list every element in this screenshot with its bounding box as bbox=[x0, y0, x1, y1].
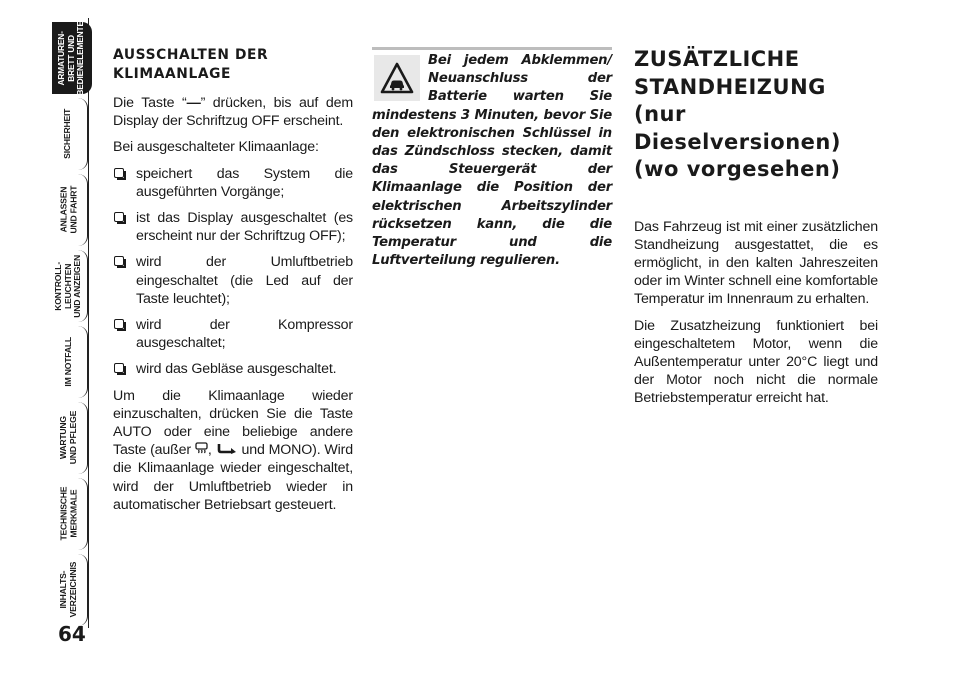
section-heading-standheizung bbox=[634, 46, 878, 184]
rear-defrost-icon bbox=[195, 441, 208, 459]
text-run: , bbox=[207, 442, 216, 459]
list-item-text: ist das Display ausgeschaltet (es erscheint nur der Schriftzug OFF); bbox=[136, 210, 353, 245]
text-run: Die Taste “ bbox=[113, 95, 187, 111]
tab-label: INHALTS- VERZEICHNIS bbox=[57, 562, 78, 618]
paragraph-reactivate bbox=[113, 387, 353, 514]
list-item-text: wird das Gebläse ausgeschaltet. bbox=[136, 361, 337, 378]
column-standheizung bbox=[634, 46, 878, 416]
tab-anlassen[interactable] bbox=[50, 174, 88, 246]
tab-technische-merkmale[interactable] bbox=[50, 478, 88, 550]
heading-line: (wo vorgesehen) bbox=[634, 157, 841, 181]
tab-label: IM NOTFALL bbox=[62, 337, 73, 387]
paragraph-off-key bbox=[113, 94, 353, 130]
paragraph-standheizung-function: Die Zusatzheizung funktioniert bei eingeschaltetem Motor, wenn die Außentemperatur unter 20°C liegt und der Motor noch nicht die normale Betriebstemperatur erreicht hat. bbox=[634, 317, 878, 407]
paragraph-standheizung-intro: Das Fahrzeug ist mit einer zusätzlichen Standheizung ausgestattet, die es ermöglicht, in den kalten Jahreszeiten oder im Winter schnell eine komfortable Temperatur im Innenraum zu erhalten. bbox=[634, 218, 878, 308]
list-item bbox=[113, 360, 353, 378]
tab-armaturenbrett[interactable] bbox=[52, 22, 92, 94]
chapter-sidebar bbox=[0, 0, 100, 692]
off-key-symbol: — bbox=[186, 95, 201, 111]
tab-label: KONTROLL- LEUCHTEN UND ANZEIGEN bbox=[53, 254, 83, 318]
tab-inhaltsverzeichnis[interactable] bbox=[50, 554, 88, 626]
paragraph-intro: Bei ausgeschalteter Klimaanlage: bbox=[113, 139, 319, 156]
checkbox-bullet-icon bbox=[114, 168, 124, 178]
tab-label: SICHERHEIT bbox=[62, 108, 73, 160]
checkbox-bullet-icon bbox=[114, 319, 124, 329]
recirculation-icon bbox=[216, 441, 238, 459]
list-item-text: wird der Kompressor ausgeschaltet; bbox=[136, 317, 353, 352]
sidebar-rule bbox=[88, 18, 89, 628]
checkbox-bullet-icon bbox=[114, 256, 124, 266]
text-run: Um die Klimaanlage wieder einzuschalten, drücken Sie die Taste AUTO oder eine beliebige andere Taste (außer bbox=[113, 387, 353, 459]
tab-label: WARTUNG UND PFLEGE bbox=[57, 411, 78, 465]
list-item bbox=[113, 253, 353, 308]
column-ausschalten bbox=[113, 46, 353, 522]
tab-label: ANLASSEN UND FAHRT bbox=[57, 186, 78, 234]
tab-label: TECHNISCHE MERKMALE bbox=[57, 487, 78, 541]
tab-kontrollleuchten[interactable] bbox=[50, 250, 88, 322]
warning-icon-spacer bbox=[372, 52, 428, 104]
list-item bbox=[113, 209, 353, 245]
list-item-text: wird der Umluftbetrieb eingeschaltet (die Led auf der Taste leuchtet); bbox=[136, 254, 353, 307]
warning-top-rule bbox=[372, 47, 612, 50]
list-item bbox=[113, 165, 353, 201]
heading-line: ZUSÄTZLICHE bbox=[634, 47, 800, 71]
section-heading-ausschalten: AUSSCHALTEN DER KLIMAANLAGE bbox=[113, 47, 269, 82]
tab-im-notfall[interactable] bbox=[50, 326, 88, 398]
heading-line: STANDHEIZUNG bbox=[634, 74, 826, 99]
warning-note bbox=[372, 52, 612, 270]
list-item-text: speichert das System die ausgeführten Vorgänge; bbox=[136, 165, 353, 200]
checkbox-bullet-icon bbox=[114, 212, 124, 222]
text-run: ” drücken, bis auf dem Display der Schriftzug OFF erscheint. bbox=[113, 95, 353, 130]
warning-text: Bei jedem Abklemmen/ Neuanschluss der Batterie warten Sie mindestens 3 Minuten, bevor Sie den elektronischen Schlüssel in das Zündschloss stecken, damit das Steuergerät der Klimaanlage die Position der elektrischen Arbeitszylinder rücksetzen kann, die die Temperatur und die Luftverteilung regulieren. bbox=[372, 53, 612, 269]
heading-line: (nur Dieselversionen) bbox=[634, 102, 841, 154]
list-item bbox=[113, 316, 353, 352]
tab-wartung[interactable] bbox=[50, 402, 88, 474]
page-number: 64 bbox=[58, 622, 86, 646]
checkbox-bullet-icon bbox=[114, 363, 124, 373]
tab-sicherheit[interactable] bbox=[50, 98, 88, 170]
text-run: und MONO). Wird die Klimaanlage wieder eingeschaltet, wird der Umluftbetrieb wieder in automatischer Betriebsart gesteuert. bbox=[113, 442, 353, 513]
tab-label: ARMATUREN- BRETT UND BEDIENELEMENTE bbox=[56, 20, 86, 96]
